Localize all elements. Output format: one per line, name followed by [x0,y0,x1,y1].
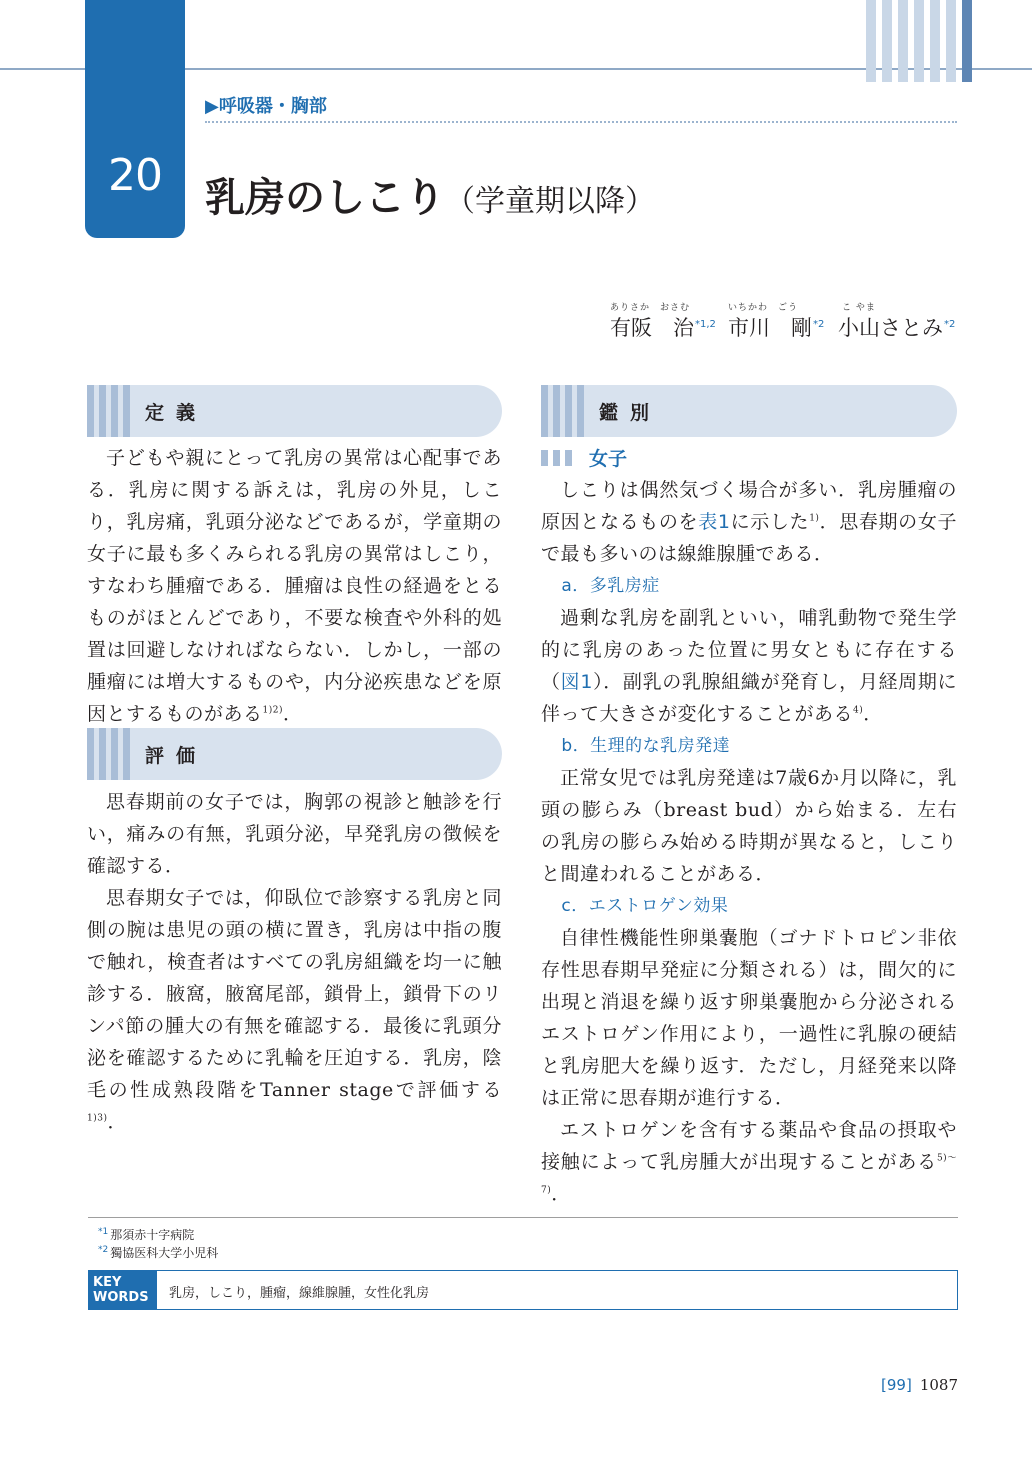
paragraph: 過剰な乳房を副乳といい，哺乳動物で発生学的に乳房のあった位置に男女ともに存在する（図1）．副乳の乳腺組織が発育し，月経周期に伴って大きさが変化することがある$^{4)}$． [541,607,957,725]
author-ruby: こ やま [842,303,876,313]
paragraph: 正常女児では乳房発達は7歳6か月以降に，乳頭の膨らみ（breast bud）から始まる．左右の乳房の膨らみ始める時期が異なると，しこりと間違われることがある． [541,767,957,885]
dotted-divider [205,121,957,123]
paragraph: しこりは偶然気づく場合が多い．乳房腫瘤の原因となるものを表1に示した$^{1)}$．思春期の女子で最も多いのは線維腺腫である． [541,479,957,565]
section-title: 評価 [145,745,208,767]
author-affil-mark: *2 [813,319,825,330]
chapter-number: 20 [108,150,162,201]
title-sub: （学童期以降） [445,184,655,219]
item-heading-c: c．エストロゲン効果 [561,896,729,916]
author-name: 有阪 治 [610,316,694,340]
citation: 1)3) [87,1113,108,1124]
definition-body [87,442,502,730]
title-main: 乳房のしこり [205,175,445,221]
keywords-label: KEY WORDS [89,1271,157,1309]
author-affil-mark: *2 [944,319,956,330]
paragraph: 子どもや親にとって乳房の異常は心配事である．乳房に関する訴えは，乳房の外見，しこり，乳房痛，乳頭分泌などであるが，学童期の女子に最も多くみられる乳房の異常はしこり，すなわち腫瘤である．腫瘤は良性の経過をとるものがほとんどであり，不要な検査や外科的処置は回避しなければならない．しかし，一部の腫瘤には増大するものや，内分泌疾患などを原因とするものがある$^{1)2)}$． [87,447,502,725]
paragraph: 思春期前の女子では，胸郭の視診と触診を行い，痛みの有無，乳頭分泌，早発乳房の徴候を確認する． [87,791,502,877]
author-affil-mark: *1,2 [695,319,716,330]
item-heading-a: a．多乳房症 [561,576,660,596]
page-number: [99] 1087 [881,1376,958,1394]
author-ruby: ありさか おさむ [610,303,691,313]
section-header-evaluation [87,728,502,780]
section-title: 鑑別 [599,402,662,424]
affiliation-1: $^{*1}$ 那須赤十字病院 [98,1227,195,1242]
subsection-title: 女子 [589,448,628,470]
item-heading-b: b．生理的な乳房発達 [561,736,731,756]
figure-link[interactable]: 図1 [560,671,593,693]
citation: 5)～7) [541,1153,957,1196]
paragraph: 自律性機能性卵巣嚢胞（ゴナドトロピン非依存性思春期早発症に分類される）は，間欠的に出現と消退を繰り返す卵巣嚢胞から分泌されるエストロゲン作用により，一過性に乳腺の硬結と乳房肥大を繰り返す．ただし，月経発来以降は正常に思春期が進行する． [541,927,957,1109]
author-name: 市川 剛 [728,316,812,340]
category-label: ▶呼吸器・胸部 [205,96,327,117]
citation: 1)2) [262,705,283,716]
section-header-differential [541,385,957,437]
citation: 4) [853,705,864,716]
page-title [205,166,655,223]
section-title: 定義 [145,402,208,424]
section-header-definition [87,385,502,437]
page-bracket: [99] [881,1376,912,1394]
authors [610,300,960,350]
author-ruby: いちかわ ごう [728,303,799,313]
evaluation-body [87,786,502,1138]
chapter-tab [85,0,185,238]
citation: 1) [809,513,820,524]
author-name: 小山さとみ [838,316,943,340]
differential-body [541,474,957,1210]
paragraph: エストロゲンを含有する薬品や食品の摂取や接触によって乳房腫大が出現することがある$^{5)\sim 7)}$． [541,1119,957,1205]
footer-rule [88,1217,958,1218]
keywords-box [88,1270,958,1310]
paragraph: 思春期女子では，仰臥位で診察する乳房と同側の腕は患児の頭の横に置き，乳房は中指の腹で触れ，検査者はすべての乳房組織を均一に触診する．腋窩，腋窩尾部，鎖骨上，鎖骨下のリンパ節の腫大の有無を確認する．最後に乳頭分泌を確認するために乳輪を圧迫する．乳房，陰毛の性成熟段階をTanner stageで評価する$^{1)3)}$． [87,887,502,1133]
table-link[interactable]: 表1 [698,511,731,533]
affiliation-2: $^{*2}$ 獨協医科大学小児科 [98,1245,219,1260]
keywords-text: 乳房，しこり，腫瘤，線維腺腫，女性化乳房 [169,1286,430,1301]
